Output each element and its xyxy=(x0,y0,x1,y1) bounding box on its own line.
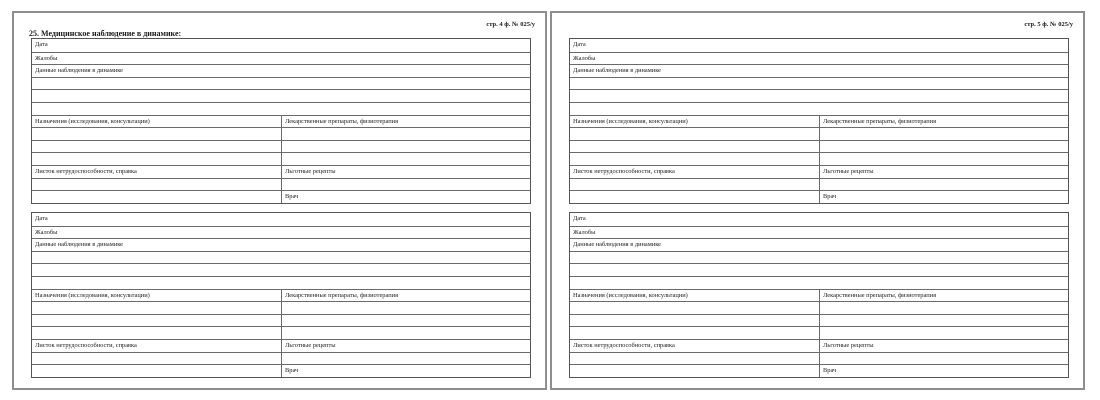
observation-block xyxy=(31,38,531,204)
blank-cell[interactable] xyxy=(32,191,282,203)
blank-cell[interactable] xyxy=(570,141,820,153)
blank-cell[interactable] xyxy=(32,128,282,140)
prescriptions-field[interactable]: Назначения (исследования, консультации) xyxy=(570,116,820,128)
blank-line[interactable] xyxy=(32,78,530,90)
benefit-recipes-field[interactable]: Льготные рецепты xyxy=(285,167,336,175)
blank-cell[interactable] xyxy=(282,153,530,165)
blank-cell[interactable] xyxy=(282,302,530,314)
observation-block xyxy=(569,212,1069,378)
blank-line[interactable] xyxy=(32,103,530,115)
drugs-field[interactable]: Лекарственные препараты, физиотерапия xyxy=(285,117,399,125)
observation-block xyxy=(569,38,1069,204)
doctor-field[interactable]: Врач xyxy=(285,367,299,375)
blank-cell[interactable] xyxy=(570,128,820,140)
drugs-field[interactable]: Лекарственные препараты, физиотерапия xyxy=(285,291,399,299)
complaints-field[interactable]: Жалобы xyxy=(35,54,58,62)
blank-cell[interactable] xyxy=(32,302,282,314)
blank-line[interactable] xyxy=(32,252,530,264)
blank-line[interactable] xyxy=(570,277,1068,289)
blank-cell[interactable] xyxy=(32,179,282,191)
page-5 xyxy=(550,11,1085,390)
blank-cell[interactable] xyxy=(32,327,282,339)
complaints-field[interactable]: Жалобы xyxy=(573,228,596,236)
blank-cell[interactable] xyxy=(282,141,530,153)
section-title: 25. Медицинское наблюдение в динамике: xyxy=(29,29,182,38)
blank-cell[interactable] xyxy=(32,141,282,153)
blank-line[interactable] xyxy=(32,264,530,276)
dynamics-field[interactable]: Данные наблюдения в динамике xyxy=(35,241,124,249)
dynamics-field[interactable]: Данные наблюдения в динамике xyxy=(573,241,662,249)
date-field[interactable]: Дата xyxy=(573,215,586,222)
blank-line[interactable] xyxy=(570,103,1068,115)
blank-cell[interactable] xyxy=(570,179,820,191)
blank-cell[interactable] xyxy=(32,153,282,165)
blank-line[interactable] xyxy=(570,264,1068,276)
blank-cell[interactable] xyxy=(282,315,530,327)
benefit-recipes-field[interactable]: Льготные рецепты xyxy=(823,341,874,349)
blank-cell[interactable] xyxy=(570,353,820,365)
sick-leave-field[interactable]: Листок нетрудоспособности, справка xyxy=(570,340,820,352)
blank-cell[interactable] xyxy=(282,128,530,140)
blank-cell[interactable] xyxy=(820,302,1068,314)
benefit-recipes-field[interactable]: Льготные рецепты xyxy=(823,167,874,175)
date-field[interactable]: Дата xyxy=(35,41,48,48)
blank-cell[interactable] xyxy=(820,179,1068,191)
page-reference: стр. 4 ф. № 025/у xyxy=(486,21,535,28)
benefit-recipes-field[interactable]: Льготные рецепты xyxy=(285,341,336,349)
dynamics-field[interactable]: Данные наблюдения в динамике xyxy=(35,67,124,75)
sick-leave-field[interactable]: Листок нетрудоспособности, справка xyxy=(32,340,282,352)
prescriptions-field[interactable]: Назначения (исследования, консультации) xyxy=(32,290,282,302)
blank-cell[interactable] xyxy=(820,141,1068,153)
page-4 xyxy=(12,11,547,390)
blank-cell[interactable] xyxy=(820,315,1068,327)
blank-line[interactable] xyxy=(570,78,1068,90)
blank-line[interactable] xyxy=(570,90,1068,102)
blank-cell[interactable] xyxy=(32,353,282,365)
blank-cell[interactable] xyxy=(570,191,820,203)
complaints-field[interactable]: Жалобы xyxy=(573,54,596,62)
blank-cell[interactable] xyxy=(820,153,1068,165)
blank-line[interactable] xyxy=(570,252,1068,264)
blank-cell[interactable] xyxy=(570,153,820,165)
blank-line[interactable] xyxy=(32,277,530,289)
observation-block xyxy=(31,212,531,378)
blank-cell[interactable] xyxy=(32,365,282,377)
drugs-field[interactable]: Лекарственные препараты, физиотерапия xyxy=(823,291,937,299)
blank-cell[interactable] xyxy=(570,302,820,314)
date-field[interactable]: Дата xyxy=(573,41,586,48)
sick-leave-field[interactable]: Листок нетрудоспособности, справка xyxy=(570,166,820,178)
blank-cell[interactable] xyxy=(32,315,282,327)
doctor-field[interactable]: Врач xyxy=(823,193,837,201)
doctor-field[interactable]: Врач xyxy=(285,193,299,201)
blank-cell[interactable] xyxy=(570,365,820,377)
drugs-field[interactable]: Лекарственные препараты, физиотерапия xyxy=(823,117,937,125)
blank-cell[interactable] xyxy=(282,353,530,365)
blank-line[interactable] xyxy=(32,90,530,102)
doctor-field[interactable]: Врач xyxy=(823,367,837,375)
blank-cell[interactable] xyxy=(820,353,1068,365)
blank-cell[interactable] xyxy=(282,327,530,339)
dynamics-field[interactable]: Данные наблюдения в динамике xyxy=(573,67,662,75)
blank-cell[interactable] xyxy=(820,327,1068,339)
date-field[interactable]: Дата xyxy=(35,215,48,222)
complaints-field[interactable]: Жалобы xyxy=(35,228,58,236)
prescriptions-field[interactable]: Назначения (исследования, консультации) xyxy=(570,290,820,302)
blank-cell[interactable] xyxy=(570,315,820,327)
page-reference: стр. 5 ф. № 025/у xyxy=(1024,21,1073,28)
sick-leave-field[interactable]: Листок нетрудоспособности, справка xyxy=(32,166,282,178)
prescriptions-field[interactable]: Назначения (исследования, консультации) xyxy=(32,116,282,128)
blank-cell[interactable] xyxy=(282,179,530,191)
blank-cell[interactable] xyxy=(570,327,820,339)
blank-cell[interactable] xyxy=(820,128,1068,140)
